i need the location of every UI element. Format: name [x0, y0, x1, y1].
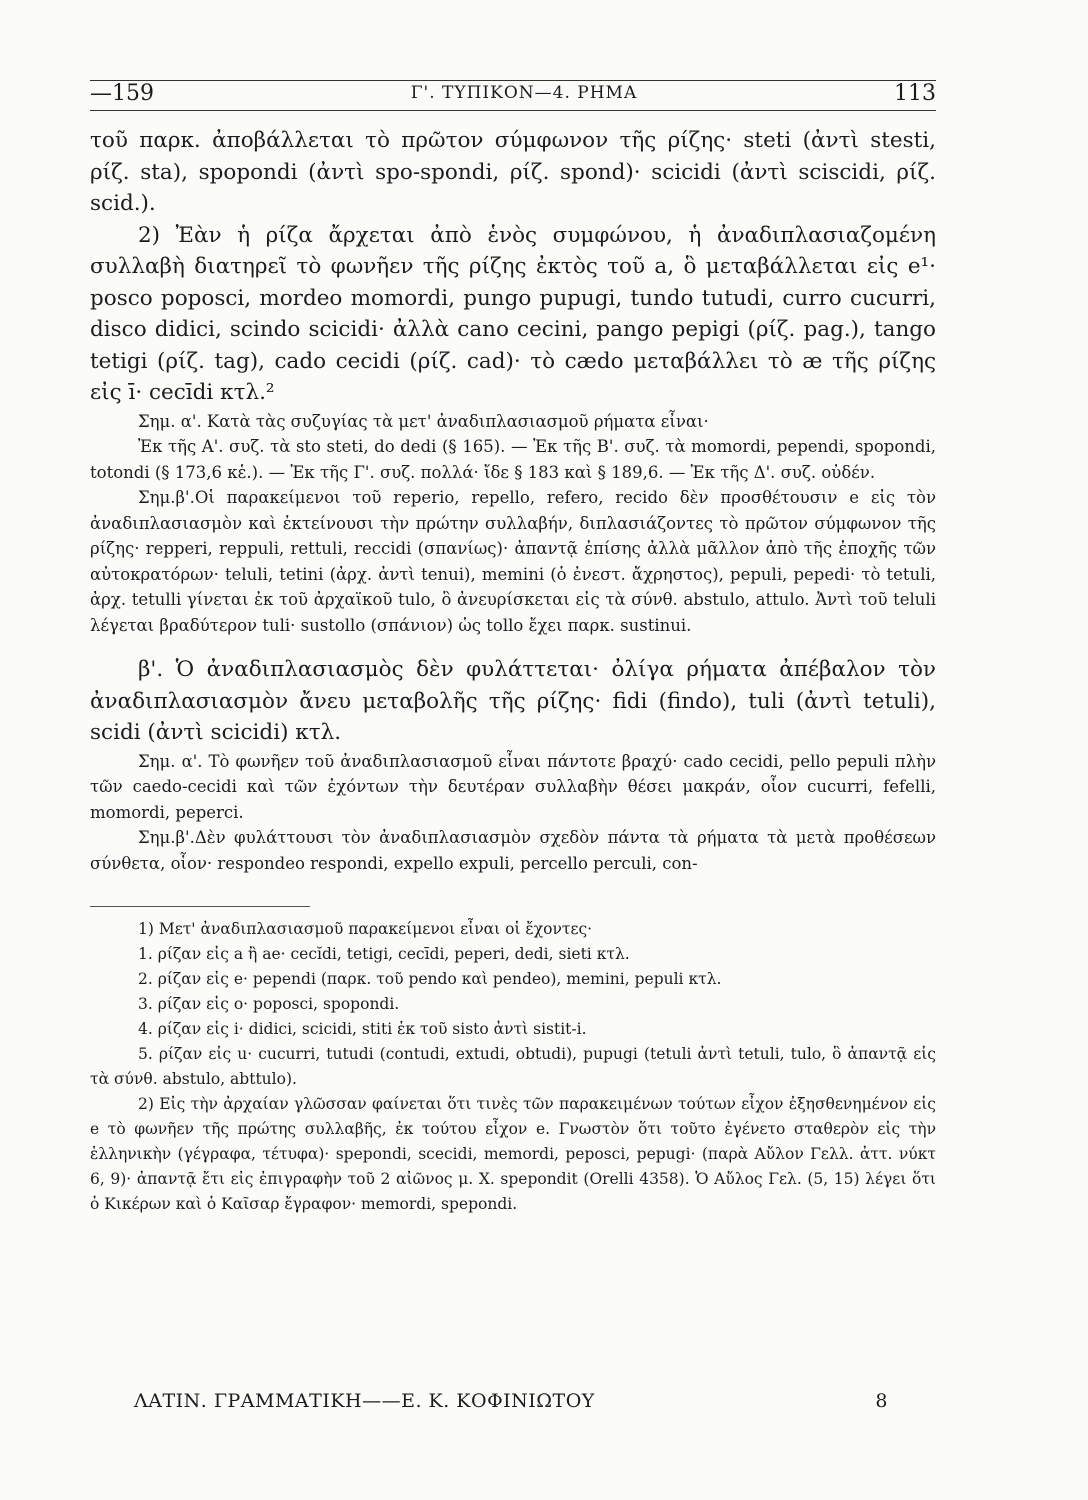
footnote-1-item-4: 4. ρίζαν εἰς i· didici, scicidi, stiti ἐκ τοῦ sisto ἀντὶ sistit-i.: [138, 1020, 587, 1038]
footnote-1-item-3: 3. ρίζαν εἰς o· poposci, spopondi.: [138, 995, 400, 1013]
section-beta-note-beta: Σημ.β'.Δὲν φυλάττουσι τὸν ἀναδιπλασιασμὸν σχεδὸν πάντα τὰ ρήματα τὰ μετὰ προθέσεων σύνθετα, οἷον· respondeo respondi, expello expuli, percello perculi, con-: [90, 828, 936, 873]
section-beta: β'. Ὁ ἀναδιπλασιασμὸς δὲν φυλάττεται· ὀλίγα ρήματα ἀπέβαλον τὸν ἀναδιπλασιασμὸν ἄνευ μεταβολῆς τῆς ρίζης· fidi (findo), tuli (ἀντὶ tetuli), scidi (ἀντὶ scicidi) κτλ.: [90, 657, 936, 745]
note-alpha-body: Ἐκ τῆς Α'. συζ. τὰ sto steti, do dedi (§ 165). — Ἐκ τῆς Β'. συζ. τὰ momordi, pependi, spopondi, totondi (§ 173,6 κἑ.). — Ἐκ τῆς Γ'. συζ. πολλά· ἴδε § 183 καὶ § 189,6. — Ἐκ τῆς Δ'. συζ. οὐδέν.: [90, 437, 936, 482]
footnote-divider: [90, 906, 310, 907]
header-title: Γ'. ΤΥΠΙΚΟΝ—4. ΡΗΜΑ: [410, 83, 638, 103]
footnote-1-item-1: 1. ρίζαν εἰς a ἢ ae· cecĭdi, tetigi, cecīdi, peperi, dedi, sieti κτλ.: [138, 945, 630, 963]
footnote-1-item-5: 5. ρίζαν εἰς u· cucurri, tutudi (contudi, extudi, obtudi), pupugi (tetuli ἀντὶ tetuli, tulo, ὃ ἀπαντᾷ εἰς τὰ σύνθ. abstulo, abttulo).: [90, 1045, 936, 1088]
section-beta-note-alpha: Σημ. α'. Τὸ φωνῆεν τοῦ ἀναδιπλασιασμοῦ εἶναι πάντοτε βραχύ· cado cecidi, pello pepuli πλὴν τῶν caedo-cecidi καὶ τῶν ἐχόντων τὴν δευτέραν συλλαβὴν θέσει μακράν, οἷον cucurri, fefelli, momordi, peperci.: [90, 751, 936, 822]
paragraph-continuation: τοῦ παρκ. ἀποβάλλεται τὸ πρῶτον σύμφωνον τῆς ρίζης· steti (ἀντὶ stesti, ρίζ. sta), spopondi (ἀντὶ spo-spondi, ρίζ. spond)· scicidi (ἀντὶ sciscidi, ρίζ. scid.).: [90, 128, 936, 216]
page-body: [90, 125, 936, 1217]
header-section-number: —159: [90, 80, 154, 106]
footnote-2: 2) Εἰς τὴν ἀρχαίαν γλῶσσαν φαίνεται ὅτι τινὲς τῶν παρακειμένων τούτων εἶχον ἐξησθενημένον εἰς e τὸ φωνῆεν τῆς πρώτης συλλαβῆς, ἐκ τούτου εἶχον e. Γνωστὸν ὅτι τοῦτο ἐγένετο σταθερὸν εἰς τὴν ἑλληνικὴν (γέγραφα, τέτυφα)· spepondi, scecidi, memordi, peposci, pepugi· (παρὰ Αὔλον Γελλ. ἀττ. νύκτ 6, 9)· ἀπαντᾷ ἔτι εἰς ἐπιγραφὴν τοῦ 2 αἰῶνος μ. Χ. spepondit (Orelli 4358). Ὁ Αὔλος Γελ. (5, 15) λέγει ὅτι ὁ Κικέρων καὶ ὁ Καῖσαρ ἔγραφον· memordi, spepondi.: [90, 1095, 936, 1213]
note-alpha-heading: Σημ. α'. Κατὰ τὰς συζυγίας τὰ μετ' ἀναδιπλασιασμοῦ ρήματα εἶναι·: [138, 411, 709, 431]
page-number: 113: [894, 80, 936, 106]
footnote-1-item-2: 2. ρίζαν εἰς e· pependi (παρκ. τοῦ pendo καὶ pendeo), memini, pepuli κτλ.: [138, 970, 722, 988]
note-beta: Σημ.β'.Οἱ παρακείμενοι τοῦ reperio, repello, refero, recido δὲν προσθέτουσιν e εἰς τὸν ἀναδιπλασιασμὸν καὶ ἐκτείνουσι τὴν πρώτην συλλαβήν, διπλασιάζοντες τὸ πρῶτον σύμφωνον τῆς ρίζης· repperi, reppuli, rettuli, reccidi (σπανίως)· ἀπαντᾷ ἐπίσης ἀλλὰ μᾶλλον ἀπὸ τῆς ἐποχῆς τῶν αὐτοκρατόρων· teluli, tetini (ἀρχ. ἀντὶ tenui), memini (ὁ ἐνεστ. ἄχρηστος), pepuli, pepedi· τὸ tetuli, ἀρχ. tetulli γίνεται ἐκ τοῦ ἀρχαϊκοῦ tulo, ὃ ἀνευρίσκεται εἰς τὰ σύνθ. abstulo, attulo. Ἀντὶ τοῦ teluli λέγεται βραδύτερον tuli· sustollo (σπάνιον) ὡς tollo ἔχει παρκ. sustinui.: [90, 488, 936, 635]
page-footer: [134, 1390, 888, 1412]
header-bottom-rule: [90, 110, 936, 111]
footer-book-title: ΛΑΤΙΝ. ΓΡΑΜΜΑΤΙΚΗ——Ε. Κ. ΚΟΦΙΝΙΩΤΟΥ: [134, 1390, 595, 1412]
footer-signature-mark: 8: [875, 1390, 888, 1412]
footnote-1: 1) Μετ' ἀναδιπλασιασμοῦ παρακείμενοι εἶναι οἱ ἔχοντες·: [138, 920, 593, 938]
running-header: [90, 76, 936, 110]
paragraph-rule-2: 2) Ἐὰν ἡ ρίζα ἄρχεται ἀπὸ ἑνὸς συμφώνου, ἡ ἀναδιπλασιαζομένη συλλαβὴ διατηρεῖ τὸ φωνῆεν τῆς ρίζης ἐκτὸς τοῦ a, ὃ μεταβάλλεται εἰς e¹· posco poposci, mordeo momordi, pungo pupugi, tundo tutudi, curro cucurri, disco didici, scindo scicidi· ἀλλὰ cano cecini, pango pepigi (ρίζ. pag.), tango tetigi (ρίζ. tag), cado cecidi (ρίζ. cad)· τὸ cædo μεταβάλλει τὸ æ τῆς ρίζης εἰς ī· cecīdi κτλ.²: [90, 222, 936, 405]
